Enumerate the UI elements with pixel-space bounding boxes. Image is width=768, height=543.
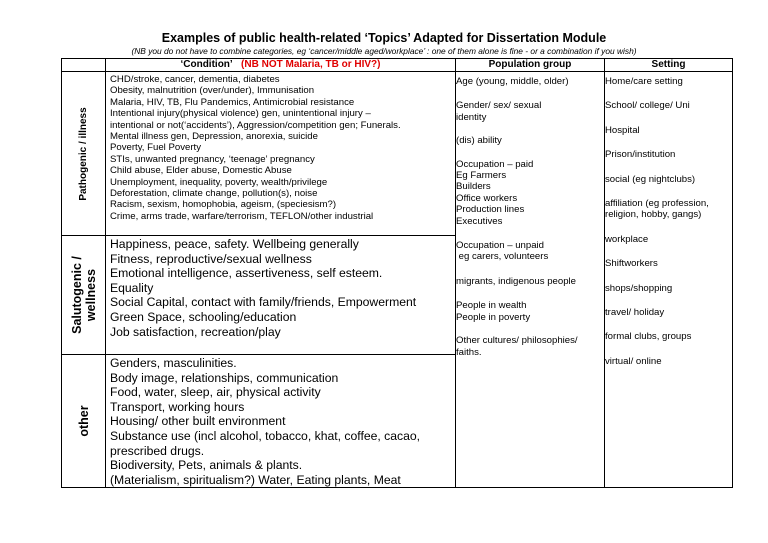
condition-item: Body image, relationships, communication bbox=[110, 370, 339, 385]
condition-item: Malaria, HIV, TB, Flu Pandemics, Antimicrobial resistance bbox=[110, 96, 355, 108]
population-item: Eg Farmers bbox=[456, 170, 507, 182]
condition-list-pathogenic bbox=[106, 72, 456, 236]
population-item: Executives bbox=[456, 215, 503, 227]
condition-item: Housing/ other built environment bbox=[110, 414, 286, 429]
condition-item: Genders, masculinities. bbox=[110, 356, 237, 370]
population-item: Age (young, middle, older) bbox=[456, 76, 569, 87]
setting-item: religion, hobby, gangs) bbox=[605, 209, 702, 221]
condition-item: STIs, unwanted pregnancy, ‘teenage’ pregnancy bbox=[110, 153, 315, 165]
condition-item: prescribed drugs. bbox=[110, 443, 205, 458]
condition-item: Crime, arms trade, warfare/terrorism, TEFLON/other industrial bbox=[110, 210, 374, 222]
condition-item: Intentional injury(physical violence) gen, unintentional injury – bbox=[110, 108, 371, 120]
setting-item: shops/shopping bbox=[605, 282, 673, 294]
population-item: Production lines bbox=[456, 204, 525, 216]
population-item: migrants, indigenous people bbox=[456, 275, 577, 287]
header-row bbox=[62, 59, 733, 72]
condition-item: Substance use (incl alcohol, tobacco, khat, coffee, cacao, bbox=[110, 428, 421, 443]
setting-column bbox=[605, 72, 733, 488]
condition-item: Poverty, Fuel Poverty bbox=[110, 142, 201, 154]
condition-item: Racism, sexism, homophobia, ageism, (speciesism?) bbox=[110, 199, 337, 211]
setting-item: School/ college/ Uni bbox=[605, 100, 690, 112]
header-condition bbox=[106, 59, 456, 72]
row-label-cell bbox=[62, 236, 106, 355]
row-pathogenic bbox=[62, 72, 733, 236]
setting-item: Hospital bbox=[605, 124, 640, 136]
population-column bbox=[456, 72, 605, 488]
condition-item: intentional or not(‘accidents’), Aggression/competition gen; Funerals. bbox=[110, 119, 401, 131]
population-item: Gender/ sex/ sexual bbox=[456, 100, 542, 112]
header-population: Population group bbox=[456, 59, 605, 72]
condition-item: Deforestation, climate change, pollution(s), noise bbox=[110, 188, 318, 200]
setting-item: Prison/institution bbox=[605, 149, 676, 161]
condition-item: Unemployment, inequality, poverty, wealth/privilege bbox=[110, 176, 328, 188]
condition-item: Biodiversity, Pets, animals & plants. bbox=[110, 458, 303, 473]
population-item: faiths. bbox=[456, 346, 482, 358]
population-item: People in wealth bbox=[456, 300, 527, 312]
row-label-salutogenic: Salutogenic / wellness bbox=[69, 256, 98, 334]
setting-item: formal clubs, groups bbox=[605, 331, 692, 343]
condition-item: Emotional intelligence, assertiveness, self esteem. bbox=[110, 266, 383, 281]
document-title: Examples of public health-related ‘Topics’ Adapted for Dissertation Module bbox=[161, 31, 607, 45]
population-item: People in poverty bbox=[456, 311, 531, 323]
setting-item: workplace bbox=[605, 233, 649, 245]
condition-item: Mental illness gen, Depression, anorexia, suicide bbox=[110, 131, 318, 143]
population-item: (dis) ability bbox=[456, 135, 502, 147]
condition-item: Happiness, peace, safety. Wellbeing generally bbox=[110, 237, 359, 251]
condition-item: CHD/stroke, cancer, dementia, diabetes bbox=[110, 74, 280, 85]
condition-list-salutogenic bbox=[106, 236, 456, 355]
setting-item: virtual/ online bbox=[605, 355, 662, 367]
condition-item: Food, water, sleep, air, physical activity bbox=[110, 385, 321, 400]
population-item: eg carers, volunteers bbox=[456, 251, 549, 263]
row-label-cell bbox=[62, 355, 106, 488]
setting-item: Shiftworkers bbox=[605, 258, 658, 270]
setting-item: social (eg nightclubs) bbox=[605, 173, 696, 185]
topics-table bbox=[61, 58, 733, 488]
condition-item: Equality bbox=[110, 280, 154, 295]
setting-item: Home/care setting bbox=[605, 76, 683, 87]
condition-item: Child abuse, Elder abuse, Domestic Abuse bbox=[110, 165, 292, 177]
population-item: Occupation – unpaid bbox=[456, 240, 545, 252]
header-blank bbox=[62, 59, 106, 72]
condition-item: Green Space, schooling/education bbox=[110, 309, 297, 324]
condition-item: Fitness, reproductive/sexual wellness bbox=[110, 251, 312, 266]
condition-item: Social Capital, contact with family/friends, Empowerment bbox=[110, 295, 417, 310]
row-label-other: other bbox=[76, 405, 91, 437]
setting-item: affiliation (eg profession, bbox=[605, 198, 709, 210]
header-condition-label: ‘Condition’ bbox=[180, 59, 233, 70]
header-setting: Setting bbox=[605, 59, 733, 72]
document-subtitle: (NB you do not have to combine categories, eg ‘cancer/middle aged/workplace’ : one of them alone is fine - or a combination if you wish) bbox=[131, 46, 637, 56]
row-label-pathogenic: Pathogenic / illness bbox=[77, 106, 89, 201]
condition-item: (Materialism, spiritualism?) Water, Eating plants, Meat bbox=[110, 472, 401, 487]
population-item: identity bbox=[456, 111, 487, 123]
condition-list-other bbox=[106, 355, 456, 488]
setting-item: travel/ holiday bbox=[605, 307, 665, 319]
condition-item: Job satisfaction, recreation/play bbox=[110, 324, 281, 339]
population-item: Other cultures/ philosophies/ bbox=[456, 335, 578, 347]
population-item: Office workers bbox=[456, 192, 518, 204]
header-condition-note: (NB NOT Malaria, TB or HIV?) bbox=[241, 59, 381, 70]
condition-item: Transport, working hours bbox=[110, 399, 245, 414]
population-item: Builders bbox=[456, 181, 491, 193]
row-label-cell bbox=[62, 72, 106, 236]
condition-item: Obesity, malnutrition (over/under), Immunisation bbox=[110, 85, 315, 97]
population-item: Occupation – paid bbox=[456, 158, 534, 170]
